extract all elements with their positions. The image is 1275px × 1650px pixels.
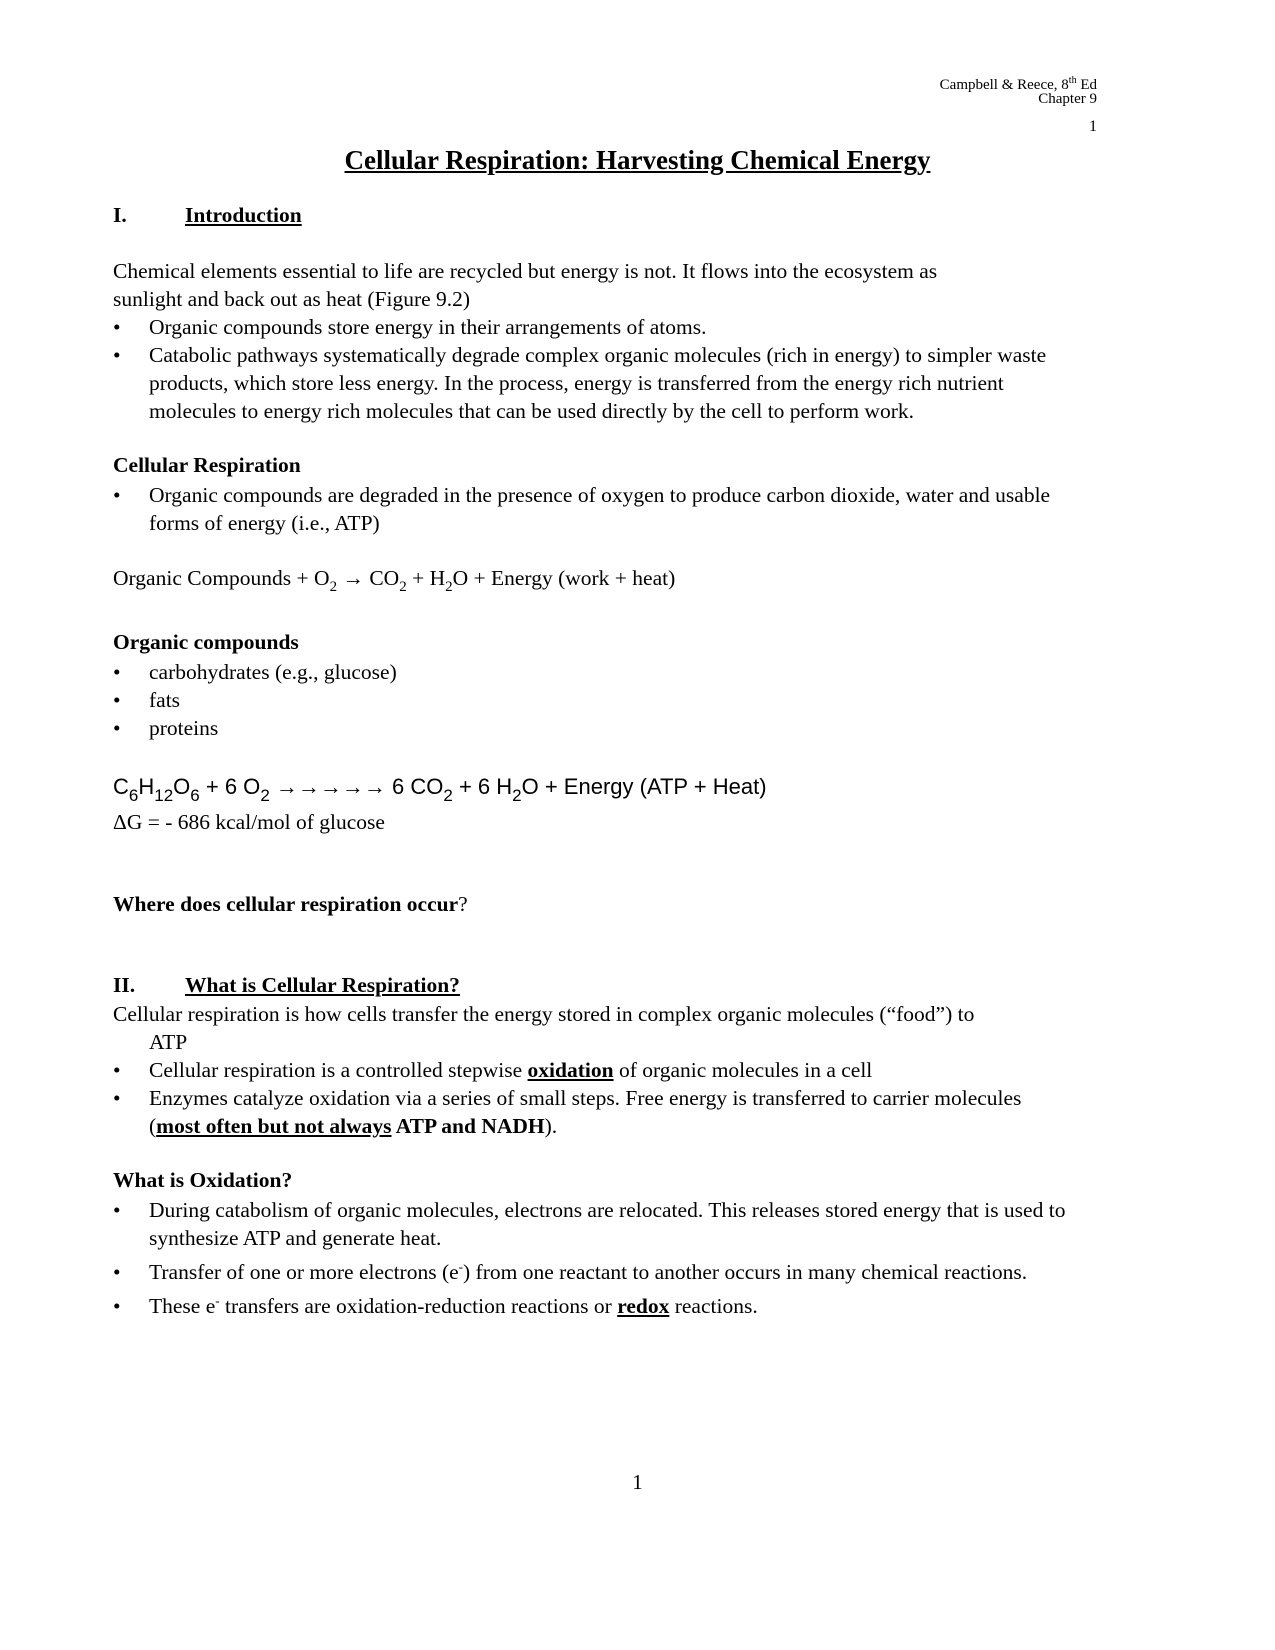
respiration-equation: Organic Compounds + $O_2 \to CO_2 + H_2O$ + Energy (work + heat) xyxy=(113,566,676,595)
location-question: Where does cellular respiration occur? xyxy=(113,892,468,916)
list-item: • Organic compounds store energy in their arrangements of atoms. xyxy=(113,315,707,339)
list-item: • During catabolism of organic molecules, electrons are relocated. This releases stored energy that is used to synthesize ATP and generate heat. xyxy=(113,1198,1066,1250)
section-1-heading: I. Introduction xyxy=(113,203,302,227)
section-2-heading: II. What is Cellular Respiration? xyxy=(113,973,460,997)
intro-bullet-list xyxy=(113,313,1093,425)
section-2-list xyxy=(113,1056,1073,1140)
list-item: • Organic compounds are degraded in the presence of oxygen to produce carbon dioxide, water and usable forms of energy (i.e., ATP) xyxy=(113,483,1051,535)
footer-page-number: 1 xyxy=(632,1470,643,1494)
list-item: • Cellular respiration is a controlled stepwise oxidation of organic molecules in a cell xyxy=(113,1058,873,1082)
section-2-intro: Cellular respiration is how cells transfer the energy stored in complex organic molecules (“food”) to ATP xyxy=(113,1002,975,1054)
header-citation: Campbell & Reece, 8th Ed xyxy=(939,75,1097,93)
list-item: • Catabolic pathways systematically degrade complex organic molecules (rich in energy) to simpler waste products, which store less energy. In the process, energy is transferred from the energy rich nutrient molecules to energy rich molecules that can be used directly by the cell to perform work. xyxy=(113,343,1047,423)
oxidation-heading: What is Oxidation? xyxy=(113,1168,293,1192)
oxidation-list xyxy=(113,1196,1108,1320)
cellular-respiration-list xyxy=(113,481,1093,537)
header-page-number: 1 xyxy=(1089,118,1097,135)
list-item: • Enzymes catalyze oxidation via a series of small steps. Free energy is transferred to carrier molecules (most often but not always ATP and NADH). xyxy=(113,1086,1022,1138)
page-title: Cellular Respiration: Harvesting Chemical Energy xyxy=(344,145,931,175)
list-item: • carbohydrates (e.g., glucose) xyxy=(113,660,397,684)
cellular-respiration-heading: Cellular Respiration xyxy=(113,453,301,477)
list-item: • fats xyxy=(113,688,181,712)
organic-compounds-list xyxy=(113,658,713,742)
glucose-equation: $C_6H_{12}O_6 + 6$ $O_2$ →→→→→ 6 $CO_2 + 6$ $H_2O$ + Energy (ATP + Heat) xyxy=(113,774,767,805)
organic-compounds-heading: Organic compounds xyxy=(113,630,299,654)
list-item: • These e- transfers are oxidation-reduction reactions or redox reactions. xyxy=(113,1293,758,1318)
intro-paragraph: Chemical elements essential to life are recycled but energy is not. It flows into the ecosystem as sunlight and back out as heat (Figure 9.2) xyxy=(113,259,938,311)
header-chapter: Chapter 9 xyxy=(1038,91,1097,107)
delta-g-value: ΔG = - 686 kcal/mol of glucose xyxy=(113,810,385,834)
list-item: • proteins xyxy=(113,716,219,740)
list-item: • Transfer of one or more electrons (e-) from one reactant to another occurs in many chemical reactions. xyxy=(113,1259,1028,1284)
